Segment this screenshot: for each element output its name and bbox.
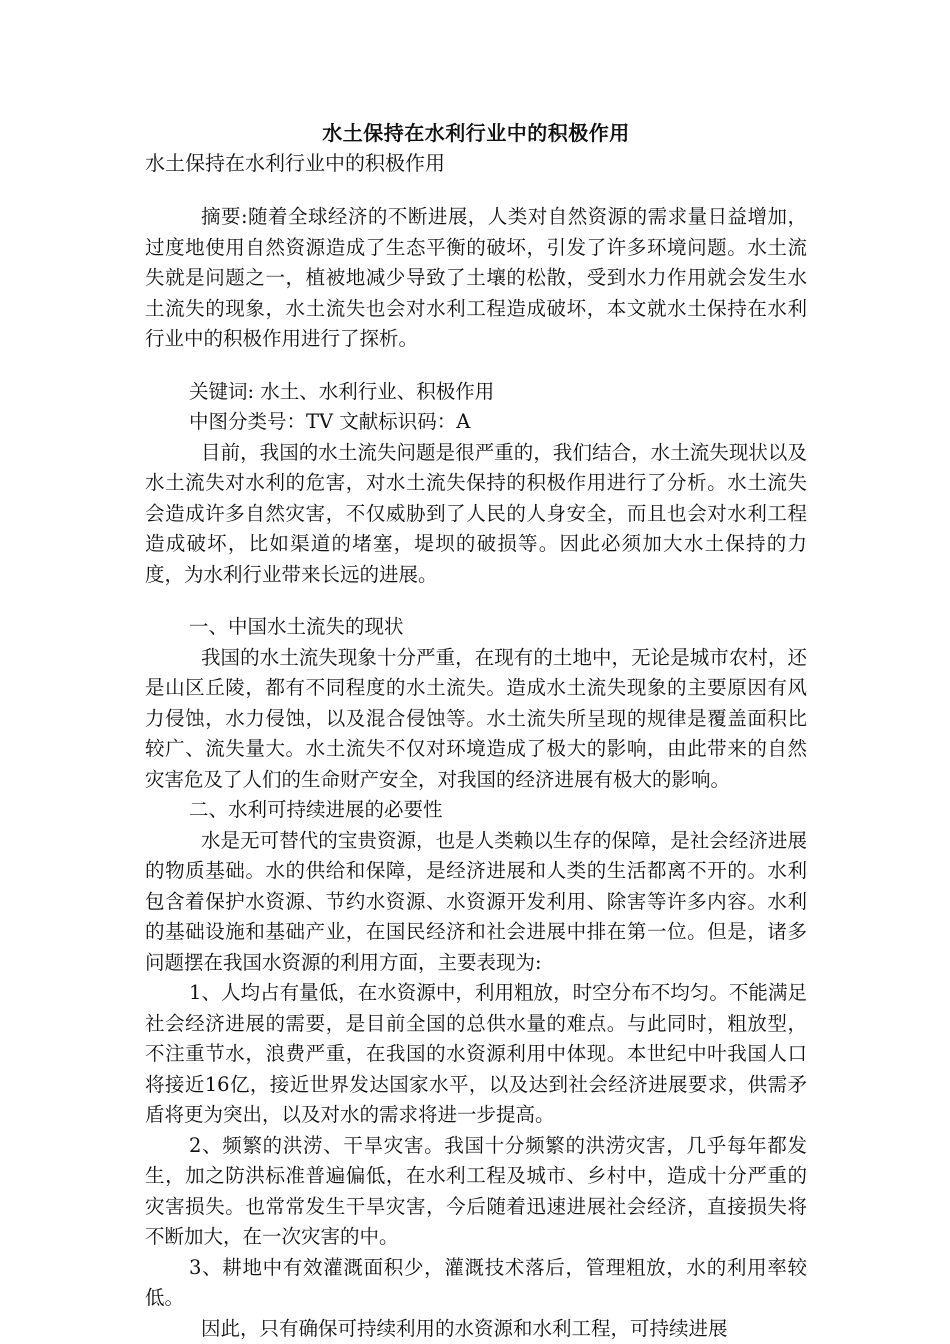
section-2-heading: 二、水利可持续进展的必要性 — [189, 798, 443, 821]
conclusion-paragraph: 因此，只有确保可持续利用的水资源和水利工程，可持续进展 — [201, 1316, 728, 1340]
intro-paragraph: 目前，我国的水土流失问题是很严重的，我们结合，水土流失现状以及水土流失对水利的危害，对水土流失保持的积极作用进行了分析。水土流失会造成许多自然灾害，不仅威胁到了人民的人身安全，而且也会对水利工程造成破坏，比如渠道的堵塞，堤坝的破损等。因此必须加大水土保持的力度，为水利行业带来长远的进展。 — [145, 440, 807, 586]
abstract-paragraph: 摘要:随着全球经济的不断进展，人类对自然资源的需求量日益增加，过度地使用自然资源造成了生态平衡的破坏，引发了许多环境问题。水土流失就是问题之一，植被地减少导致了土壤的松散，受到水力作用就会发生水土流失的现象，水土流失也会对水利工程造成破坏，本文就水土保持在水利行业中的积极作用进行了探析。 — [145, 205, 807, 350]
section-2-paragraph: 水是无可替代的宝贵资源，也是人类赖以生存的保障，是社会经济进展的物质基础。水的供给和保障，是经济进展和人类的生活都离不开的。水利包含着保护水资源、节约水资源、水资源开发利用、除害等许多内容。水利的基础设施和基础产业，在国民经济和社会进展中排在第一位。但是，诸多问题摆在我国水资源的利用方面，主要表现为: — [145, 828, 807, 974]
section-1-paragraph: 我国的水土流失现象十分严重，在现有的土地中，无论是城市农村，还是山区丘陵，都有不同程度的水土流失。造成水土流失现象的主要原因有风力侵蚀，水力侵蚀，以及混合侵蚀等。水土流失所呈现的规律是覆盖面积比较广、流失量大。水土流失不仅对环境造成了极大的影响，由此带来的自然灾害危及了人们的生命财产安全，对我国的经济进展有极大的影响。 — [145, 645, 807, 791]
paragraph-gap — [145, 590, 807, 612]
classification-line: 中图分类号：TV 文献标识码：A — [189, 410, 471, 433]
section-1-heading: 一、中国水土流失的现状 — [189, 615, 404, 638]
point-3-paragraph: 3、耕地中有效灌溉面积少，灌溉技术落后，管理粗放，水的利用率较低。 — [145, 1255, 807, 1309]
document-subtitle: 水土保持在水利行业中的积极作用 — [145, 151, 445, 175]
document-page — [145, 118, 807, 1344]
point-1-paragraph: 1、人均占有量低，在水资源中，利用粗放，时空分布不均匀。不能满足社会经济进展的需要，是目前全国的总供水量的难点。与此同时，粗放型，不注重节水，浪费严重，在我国的水资源利用中体现。本世纪中叶我国人口将接近16亿，接近世界发达国家水平，以及达到社会经济进展要求，供需矛盾将更为突出，以及对水的需求将进一步提高。 — [145, 981, 807, 1126]
document-title: 水土保持在水利行业中的积极作用 — [322, 121, 630, 145]
keywords-line: 关键词: 水土、水利行业、积极作用 — [189, 379, 495, 403]
point-2-paragraph: 2、频繁的洪涝、干旱灾害。我国十分频繁的洪涝灾害，几乎每年都发生，加之防洪标准普遍偏低，在水利工程及城市、乡村中，造成十分严重的灾害损失。也常常发生干旱灾害，今后随着迅速进展社会经济，直接损失将不断加大，在一次灾害的中。 — [145, 1133, 807, 1248]
paragraph-gap — [145, 355, 807, 377]
